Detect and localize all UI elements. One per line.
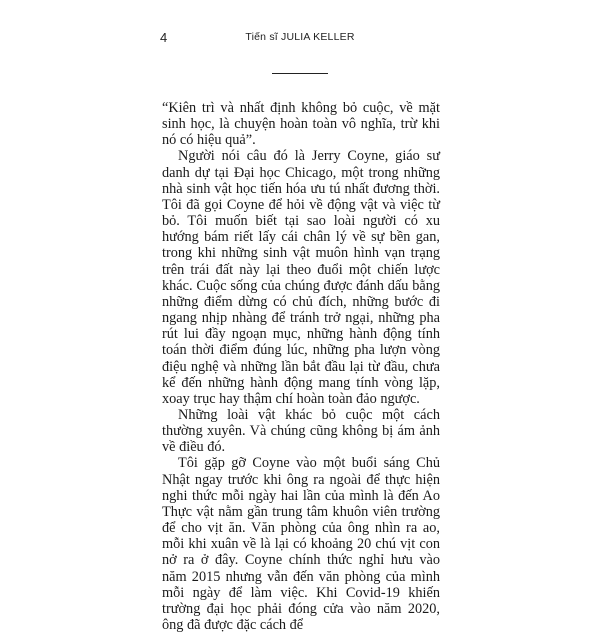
running-head: Tiến sĩ JULIA KELLER bbox=[245, 31, 355, 43]
paragraph: Người nói câu đó là Jerry Coyne, giáo sư danh dự tại Đại học Chicago, một trong những nhà sinh vật học tiến hóa ưu tú nhất đương thời. Tôi đã gọi Coyne để hỏi về động vật và việc từ bỏ. Tôi muốn biết tại sao loài người có xu hướng bám riết lấy cái chân lý về sự bền gan, trong khi những sinh vật muôn hình vạn trạng trên trái đất này lại theo đuổi một chiến lược khác. Cuộc sống của chúng được đánh dấu bằng những điểm dừng có chủ đích, những bước đi ngang nhịp nhàng để tránh trở ngại, những pha rút lui đầy ngoạn mục, những hành động tính toán thời điểm đúng lúc, những pha lượn vòng điệu nghệ và những lần bắt đầu lại từ đầu, chưa kể đến những hành động mang tính vòng lặp, xoay trục hay thậm chí hoàn toàn đảo ngược. bbox=[162, 148, 440, 407]
section-divider bbox=[272, 73, 328, 74]
paragraph: Tôi gặp gỡ Coyne vào một buổi sáng Chủ Nhật ngay trước khi ông ra ngoài để thực hiện nghi thức mỗi ngày hai lần của mình là đến Ao Thực vật nằm gần trung tâm khuôn viên trường để cho vịt ăn. Văn phòng của ông nhìn ra ao, mỗi khi xuân về là lại có khoảng 20 chú vịt con nở ra ở đây. Coyne chính thức nghỉ hưu vào năm 2015 nhưng vẫn đến văn phòng của mình mỗi ngày để làm việc. Khi Covid-19 khiến trường đại học phải đóng cửa vào năm 2020, ông đã được đặc cách để bbox=[162, 455, 440, 633]
paragraph-quote: “Kiên trì và nhất định không bỏ cuộc, về mặt sinh học, là chuyện hoàn toàn vô nghĩa, trừ khi nó có hiệu quả”. bbox=[162, 100, 440, 149]
body-text bbox=[162, 100, 440, 633]
page-number: 4 bbox=[160, 30, 168, 45]
paragraph: Những loài vật khác bỏ cuộc một cách thường xuyên. Và chúng cũng không bị ám ảnh về điều đó. bbox=[162, 406, 440, 456]
